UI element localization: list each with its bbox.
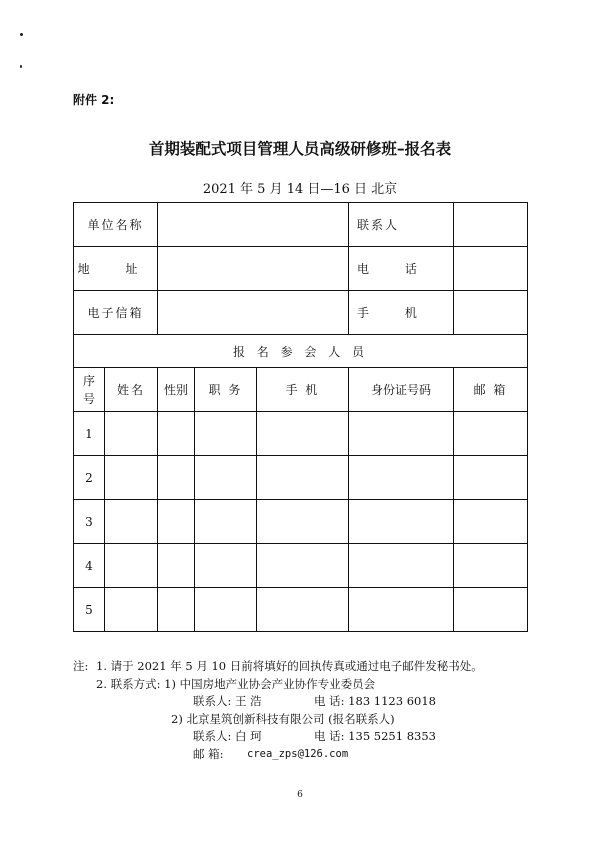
note-1: 1. 请于 2021 年 5 月 10 日前将填好的回执传真或通过电子邮件发秘书处。 (96, 659, 483, 673)
cell-email[interactable] (454, 544, 528, 588)
scan-speck (20, 65, 22, 68)
cell-gender[interactable] (158, 456, 195, 500)
row-number: 3 (74, 500, 105, 544)
page-number: 6 (297, 790, 303, 800)
address-field[interactable] (158, 247, 349, 291)
cell-id[interactable] (349, 588, 454, 632)
cell-gender[interactable] (158, 588, 195, 632)
contact-1-phone: 电 话: 183 1123 6018 (314, 694, 436, 709)
cell-id[interactable] (349, 412, 454, 456)
cell-id[interactable] (349, 500, 454, 544)
registration-form (73, 202, 528, 632)
table-row (74, 588, 528, 632)
attachment-label: 附件 2: (73, 93, 115, 107)
mobile-field[interactable] (454, 291, 528, 335)
cell-id[interactable] (349, 456, 454, 500)
phone-field[interactable] (454, 247, 528, 291)
email-field[interactable] (158, 291, 349, 335)
cell-email[interactable] (454, 456, 528, 500)
cell-position[interactable] (195, 456, 257, 500)
cell-email[interactable] (454, 500, 528, 544)
row-number: 4 (74, 544, 105, 588)
column-header-position: 职 务 (195, 368, 257, 412)
notes-prefix: 注: (73, 659, 89, 673)
cell-position[interactable] (195, 544, 257, 588)
column-header-id: 身份证号码 (349, 368, 454, 412)
cell-mobile[interactable] (257, 456, 349, 500)
unit-name-label: 单位名称 (74, 203, 158, 247)
section-title: 报 名 参 会 人 员 (74, 335, 528, 368)
cell-name[interactable] (105, 456, 158, 500)
cell-mobile[interactable] (257, 412, 349, 456)
cell-name[interactable] (105, 412, 158, 456)
row-number: 1 (74, 412, 105, 456)
contact-person-label: 联系人 (349, 203, 454, 247)
cell-email[interactable] (454, 412, 528, 456)
organization-2: 2) 北京星筑创新科技有限公司 (报名联系人) (171, 711, 395, 726)
phone-label: 电 话 (349, 247, 454, 291)
contact-2-phone: 电 话: 135 5251 8353 (314, 729, 436, 744)
row-number: 2 (74, 456, 105, 500)
cell-gender[interactable] (158, 544, 195, 588)
contact-person-field[interactable] (454, 203, 528, 247)
cell-mobile[interactable] (257, 500, 349, 544)
row-number: 5 (74, 588, 105, 632)
note-2: 2. 联系方式: 1) 中国房地产业协会产业协作专业委员会 (96, 676, 376, 691)
notes-section (73, 658, 533, 764)
cell-mobile[interactable] (257, 544, 349, 588)
email-label: 电子信箱 (74, 291, 158, 335)
table-row (74, 412, 528, 456)
contact-1-name: 联系人: 王 浩 (193, 694, 262, 709)
cell-gender[interactable] (158, 412, 195, 456)
cell-position[interactable] (195, 412, 257, 456)
table-row (74, 544, 528, 588)
column-header-email: 邮 箱 (454, 368, 528, 412)
cell-mobile[interactable] (257, 588, 349, 632)
cell-name[interactable] (105, 588, 158, 632)
cell-position[interactable] (195, 500, 257, 544)
scan-speck (20, 33, 23, 36)
column-header-mobile: 手 机 (257, 368, 349, 412)
table-row (74, 500, 528, 544)
column-header-seq: 序 号 (74, 368, 105, 412)
contact-2-name: 联系人: 白 珂 (193, 729, 262, 744)
table-row (74, 456, 528, 500)
document-title: 首期装配式项目管理人员高级研修班–报名表 (148, 139, 452, 158)
unit-name-field[interactable] (158, 203, 349, 247)
cell-gender[interactable] (158, 500, 195, 544)
mobile-label: 手 机 (349, 291, 454, 335)
document-subtitle: 2021 年 5 月 14 日—16 日 北京 (202, 182, 398, 197)
cell-name[interactable] (105, 500, 158, 544)
email-address-link[interactable]: crea_zps@126.com (247, 747, 349, 760)
cell-position[interactable] (195, 588, 257, 632)
column-header-name: 姓名 (105, 368, 158, 412)
email-contact-label: 邮 箱: (193, 746, 224, 761)
address-label: 地 址 (74, 247, 158, 291)
cell-name[interactable] (105, 544, 158, 588)
column-header-gender: 性别 (158, 368, 195, 412)
cell-id[interactable] (349, 544, 454, 588)
cell-email[interactable] (454, 588, 528, 632)
